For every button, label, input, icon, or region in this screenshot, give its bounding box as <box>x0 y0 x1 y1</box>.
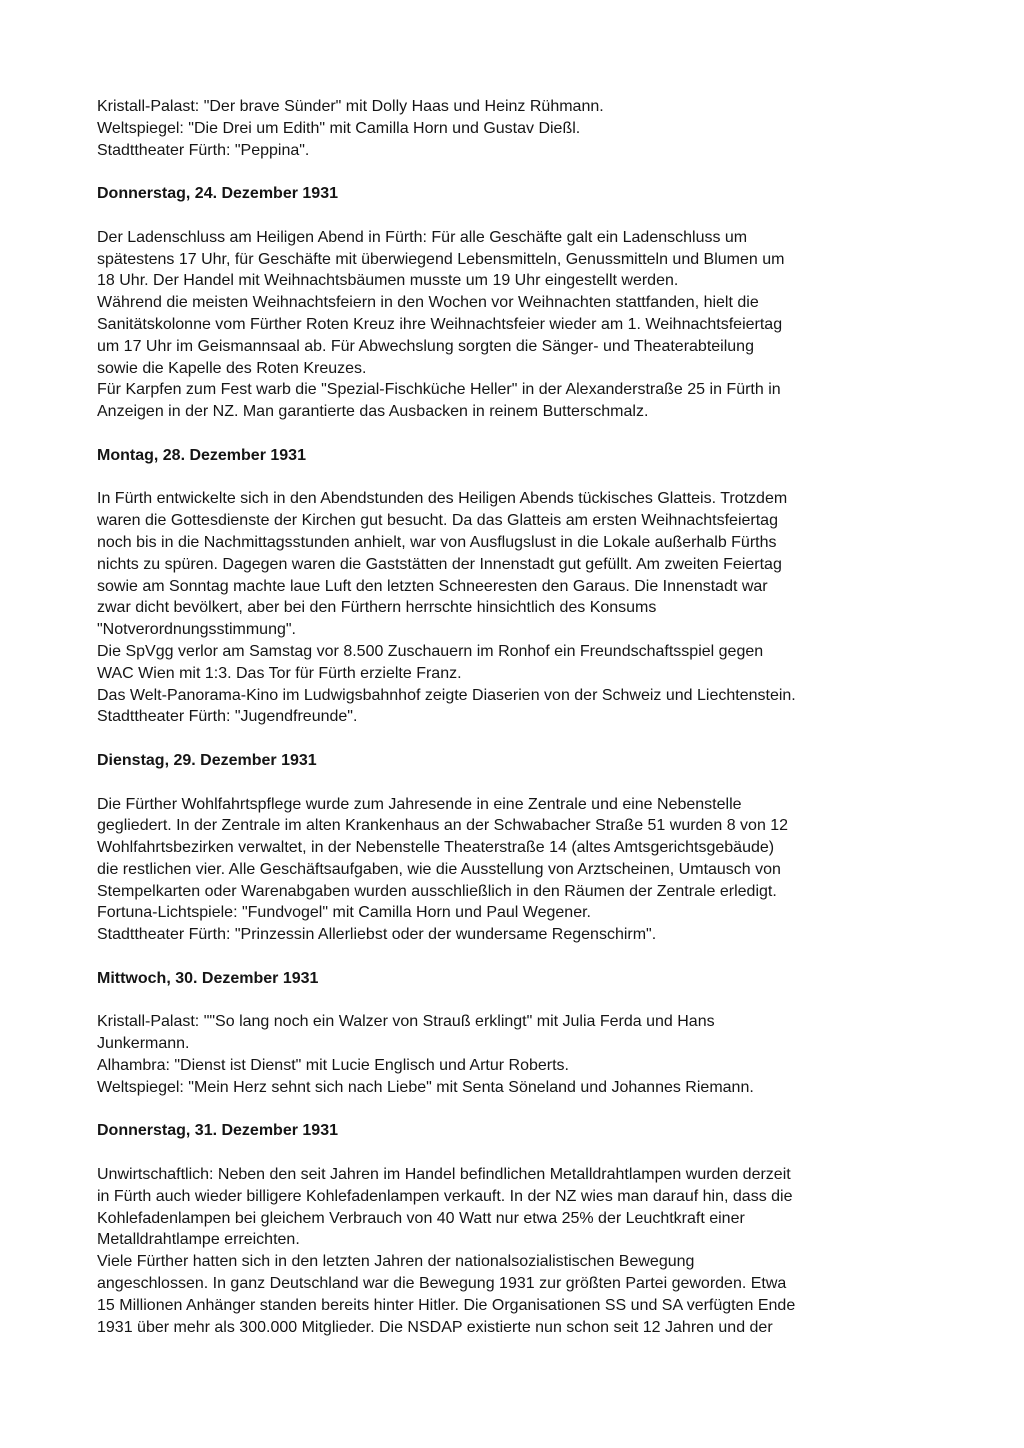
text-line: Kristall-Palast: ""So lang noch ein Walzer von Strauß erklingt" mit Julia Ferda und Hans <box>97 1013 715 1031</box>
text-line: Sanitätskolonne vom Fürther Roten Kreuz ihre Weihnachtsfeier wieder am 1. Weihnachtsfeiertag <box>97 315 783 333</box>
text-line: In Fürth entwickelte sich in den Abendstunden des Heiligen Abends tückisches Glatteis. Trotzdem <box>97 490 788 508</box>
text-line: Während die meisten Weihnachtsfeiern in den Wochen vor Weihnachten stattfanden, hielt die <box>97 294 759 312</box>
text-line: 15 Millionen Anhänger standen bereits hinter Hitler. Die Organisationen SS und SA verfügten Ende <box>97 1296 796 1314</box>
text-line: "Notverordnungsstimmung". <box>97 621 296 639</box>
text-line: Wohlfahrtsbezirken verwaltet, in der Nebenstelle Theaterstraße 14 (altes Amtsgerichtsgebäude) <box>97 839 775 857</box>
text-line: Stadttheater Fürth: "Peppina". <box>97 141 310 159</box>
entry-date-heading: Montag, 28. Dezember 1931 <box>97 446 306 464</box>
text-line: Unwirtschaftlich: Neben den seit Jahren im Handel befindlichen Metalldrahtlampen wurden derzeit <box>97 1166 791 1184</box>
text-line: zwar dicht bevölkert, aber bei den Fürthern herrschte hinsichtlich des Konsums <box>97 599 657 617</box>
text-line: um 17 Uhr im Geismannsaal ab. Für Abwechslung sorgten die Sänger- und Theaterabteilung <box>97 337 754 355</box>
text-line: 1931 über mehr als 300.000 Mitglieder. Die NSDAP existierte nun schon seit 12 Jahren und der <box>97 1318 773 1336</box>
text-line: Für Karpfen zum Fest warb die "Spezial-Fischküche Heller" in der Alexanderstraße 25 in Fürth in <box>97 381 781 399</box>
text-line: Fortuna-Lichtspiele: "Fundvogel" mit Camilla Horn und Paul Wegener. <box>97 904 591 922</box>
text-line: Anzeigen in der NZ. Man garantierte das Ausbacken in reinem Butterschmalz. <box>97 403 649 421</box>
text-line: Stempelkarten oder Warenabgaben wurden ausschließlich in den Räumen der Zentrale erledigt. <box>97 882 777 900</box>
entry-date-heading: Dienstag, 29. Dezember 1931 <box>97 751 317 769</box>
entry-paragraph <box>97 488 941 728</box>
text-line: nichts zu spüren. Dagegen waren die Gaststätten der Innenstadt gut gefüllt. Am zweiten Feiertag <box>97 555 782 573</box>
entry-date-heading: Donnerstag, 24. Dezember 1931 <box>97 185 338 203</box>
text-line: Viele Fürther hatten sich in den letzten Jahren der nationalsozialistischen Bewegung <box>97 1253 695 1271</box>
text-line: gegliedert. In der Zentrale im alten Krankenhaus an der Schwabacher Straße 51 wurden 8 von 12 <box>97 817 789 835</box>
entry-paragraph <box>97 794 941 947</box>
intro-paragraph <box>97 96 941 161</box>
text-line: die restlichen vier. Alle Geschäftsaufgaben, wie die Ausstellung von Arztscheinen, Umtausch von <box>97 860 781 878</box>
text-line: WAC Wien mit 1:3. Das Tor für Fürth erzielte Franz. <box>97 664 462 682</box>
text-line: angeschlossen. In ganz Deutschland war die Bewegung 1931 zur größten Partei geworden. Etwa <box>97 1275 787 1293</box>
text-line: Der Ladenschluss am Heiligen Abend in Fürth: Für alle Geschäfte galt ein Ladenschluss um <box>97 228 748 246</box>
text-line: Kristall-Palast: "Der brave Sünder" mit Dolly Haas und Heinz Rühmann. <box>97 98 604 115</box>
entry-date-heading: Mittwoch, 30. Dezember 1931 <box>97 969 319 987</box>
text-line: 18 Uhr. Der Handel mit Weihnachtsbäumen musste um 19 Uhr eingestellt werden. <box>97 272 679 290</box>
text-line: Das Welt-Panorama-Kino im Ludwigsbahnhof zeigte Diaserien von der Schweiz und Liechtenstein. <box>97 686 796 704</box>
text-line: Kohlefadenlampen bei gleichem Verbrauch von 40 Watt nur etwa 25% der Leuchtkraft einer <box>97 1209 745 1227</box>
entry-paragraph <box>97 227 941 423</box>
text-line: Stadttheater Fürth: "Jugendfreunde". <box>97 708 358 726</box>
entry-date-heading: Donnerstag, 31. Dezember 1931 <box>97 1122 338 1140</box>
text-line: Stadttheater Fürth: "Prinzessin Allerliebst oder der wundersame Regenschirm". <box>97 926 657 944</box>
text-line: sowie die Kapelle des Roten Kreuzes. <box>97 359 367 377</box>
text-line: sowie am Sonntag machte laue Luft den letzten Schneeresten den Garaus. Die Innenstadt war <box>97 577 768 595</box>
text-line: Weltspiegel: "Mein Herz sehnt sich nach Liebe" mit Senta Söneland und Johannes Riemann. <box>97 1078 754 1096</box>
text-line: Die SpVgg verlor am Samstag vor 8.500 Zuschauern im Ronhof ein Freundschaftsspiel gegen <box>97 642 764 660</box>
text-line: waren die Gottesdienste der Kirchen gut besucht. Da das Glatteis am ersten Weihnachtsfeiertag <box>97 512 778 530</box>
text-line: spätestens 17 Uhr, für Geschäfte mit überwiegend Lebensmitteln, Genussmitteln und Blumen um <box>97 250 785 268</box>
text-line: Alhambra: "Dienst ist Dienst" mit Lucie Englisch und Artur Roberts. <box>97 1057 569 1075</box>
text-line: Junkermann. <box>97 1035 190 1053</box>
text-line: in Fürth auch wieder billigere Kohlefadenlampen verkauft. In der NZ wies man darauf hin, dass die <box>97 1187 793 1205</box>
text-line: Metalldrahtlampe erreichten. <box>97 1231 300 1249</box>
entry-paragraph <box>97 1164 941 1338</box>
chronicle-body <box>97 96 941 1338</box>
text-line: noch bis in die Nachmittagsstunden anhielt, war von Ausflugslust in die Lokale außerhalb Fürths <box>97 533 777 551</box>
entry-paragraph <box>97 1011 941 1098</box>
text-line: Die Fürther Wohlfahrtspflege wurde zum Jahresende in eine Zentrale und eine Nebenstelle <box>97 795 742 813</box>
text-line: Weltspiegel: "Die Drei um Edith" mit Camilla Horn und Gustav Dießl. <box>97 119 581 137</box>
